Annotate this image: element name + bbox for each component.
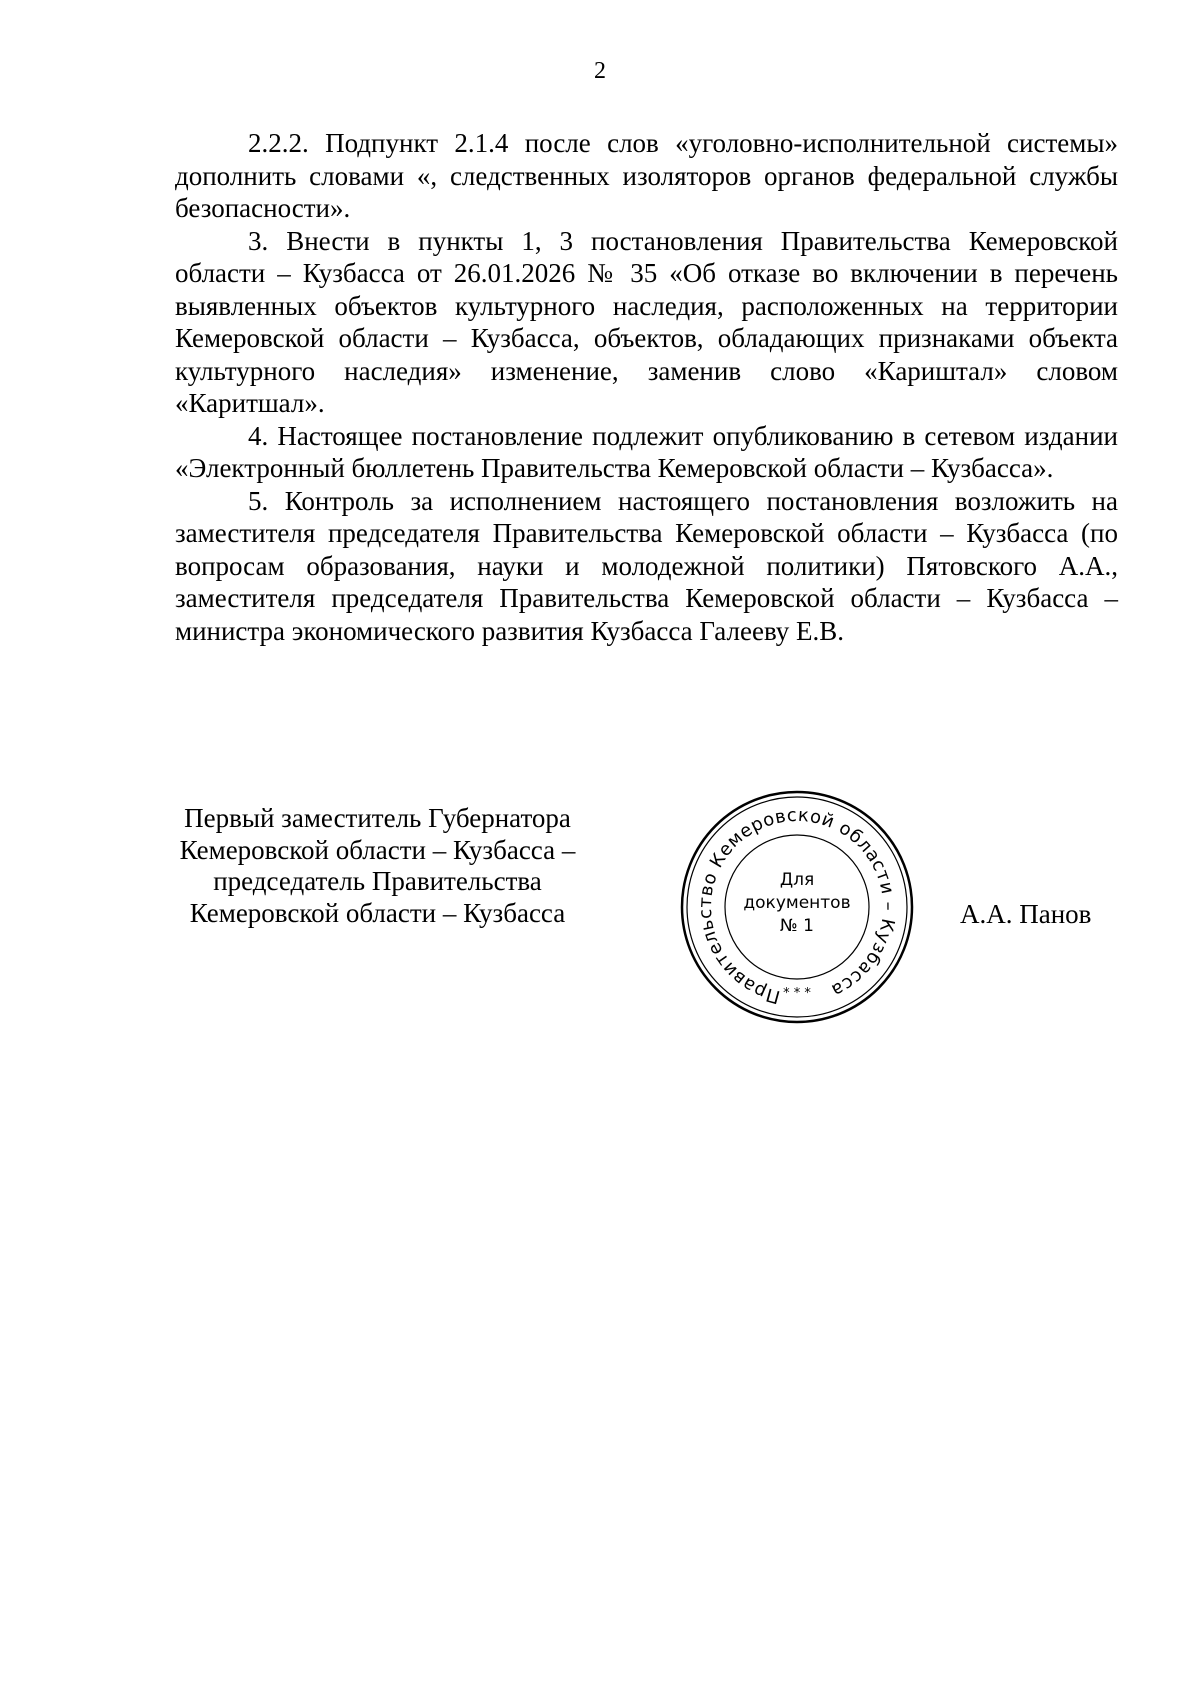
stamp-center-line: № 1: [780, 916, 814, 936]
signatory-position: [160, 803, 595, 929]
stamp-ring-text: Правительство Кемеровской области – Кузбасса: [694, 804, 900, 1008]
document-body: [175, 127, 1118, 647]
paragraph-4: 4. Настоящее постановление подлежит опубликованию в сетевом издании «Электронный бюллетень Правительства Кемеровской области – Кузбасса».: [175, 420, 1118, 483]
stamp-center-line: Для: [779, 870, 815, 890]
signatory-position-line: Первый заместитель Губернатора: [184, 803, 571, 833]
paragraph-3: 3. Внести в пункты 1, 3 постановления Правительства Кемеровской области – Кузбасса от 26.01.2026 № 35 «Об отказе во включении в перечень выявленных объектов культурного наследия, расположенных на территории Кемеровской области – Кузбасса, объектов, обладающих признаками объекта культурного наследия» изменение, заменив слово «Кариштал» словом «Каритшал».: [175, 225, 1118, 418]
page-number: 2: [594, 58, 606, 84]
signatory-position-line: председатель Правительства: [213, 866, 542, 896]
official-seal-stamp: [672, 782, 922, 1032]
stamp-center-line: документов: [743, 893, 851, 913]
signatory-name: А.А. Панов: [960, 899, 1092, 929]
paragraph-2-2-2: 2.2.2. Подпункт 2.1.4 после слов «уголовно-исполнительной системы» дополнить словами «, следственных изоляторов органов федеральной службы безопасности».: [175, 128, 1118, 223]
signatory-position-line: Кемеровской области – Кузбасса –: [179, 834, 576, 865]
stamp-bottom-stars: * * *: [783, 986, 811, 1001]
signatory-position-line: Кемеровской области – Кузбасса: [189, 897, 566, 928]
paragraph-5: 5. Контроль за исполнением настоящего постановления возложить на заместителя председателя Правительства Кемеровской области – Кузбасса (по вопросам образования, науки и молодежной политики) Пятовского А.А., заместителя председателя Правительства Кемеровской области – Кузбасса – министра экономического развития Кузбасса Галееву Е.В.: [175, 485, 1118, 646]
